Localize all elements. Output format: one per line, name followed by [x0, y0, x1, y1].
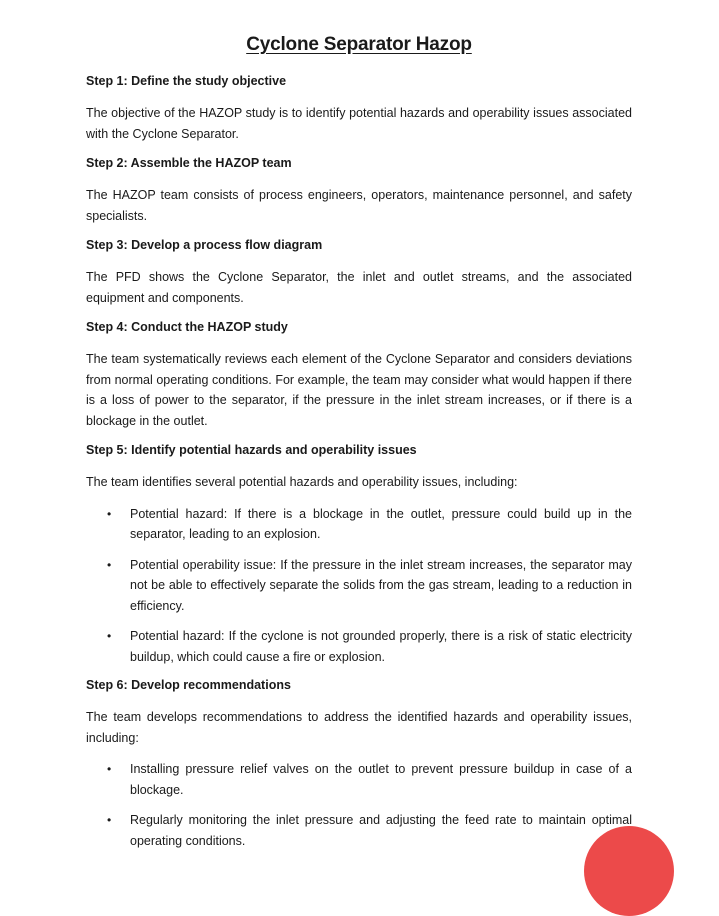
document-page: [86, 34, 632, 861]
bullet-text: Potential hazard: If the cyclone is not grounded properly, there is a risk of static electricity buildup, which could cause a fire or explosion.: [130, 629, 632, 664]
step-6-bullet-list: [86, 759, 632, 851]
bullet-icon: •: [107, 506, 112, 521]
bullet-icon: •: [107, 629, 112, 643]
bullet-text: Potential hazard: If there is a blockage in the outlet, pressure could build up in the separator, leading to an explosion.: [130, 506, 632, 541]
step-1-heading: Step 1: Define the study objective: [86, 74, 287, 88]
step-6-bullet-2: [86, 810, 632, 851]
bullet-text: Potential operability issue: If the pressure in the inlet stream increases, the separator may not be able to effectively separate the solids from the gas stream, leading to a reduction in efficiency.: [130, 557, 632, 613]
step-3-paragraph: The PFD shows the Cyclone Separator, the inlet and outlet streams, and the associated equipment and components.: [86, 270, 632, 305]
step-4-paragraph: The team systematically reviews each element of the Cyclone Separator and considers deviations from normal operating conditions. For example, the team may consider what would happen if there is a loss of power to the separator, if the pressure in the inlet stream increases, or if there is a blockage in the outlet.: [86, 352, 632, 428]
step-5-bullet-1: [86, 504, 632, 545]
step-3-heading: Step 3: Develop a process flow diagram: [86, 238, 323, 252]
bullet-text: Installing pressure relief valves on the outlet to prevent pressure buildup in case of a blockage.: [130, 762, 632, 797]
step-5-bullet-2: [86, 555, 632, 617]
bullet-text: Regularly monitoring the inlet pressure and adjusting the feed rate to maintain optimal operating conditions.: [130, 813, 632, 848]
step-5-paragraph: The team identifies several potential hazards and operability issues, including:: [86, 475, 518, 489]
step-6-heading: Step 6: Develop recommendations: [86, 678, 291, 692]
step-2-heading: Step 2: Assemble the HAZOP team: [86, 156, 292, 170]
step-4-heading: Step 4: Conduct the HAZOP study: [86, 320, 288, 334]
document-title: Cyclone Separator Hazop: [246, 34, 472, 55]
floating-action-button[interactable]: [584, 826, 674, 916]
step-2-paragraph: The HAZOP team consists of process engineers, operators, maintenance personnel, and safety specialists.: [86, 188, 632, 223]
bullet-icon: •: [107, 557, 112, 572]
bullet-icon: •: [107, 762, 112, 776]
step-5-heading: Step 5: Identify potential hazards and operability issues: [86, 443, 417, 457]
step-6-bullet-1: [86, 759, 632, 800]
step-5-bullet-list: [86, 504, 632, 668]
bullet-icon: •: [107, 813, 112, 827]
step-5-bullet-3: [86, 626, 632, 667]
step-6-paragraph: The team develops recommendations to address the identified hazards and operability issues, including:: [86, 710, 632, 745]
step-1-paragraph: The objective of the HAZOP study is to identify potential hazards and operability issues associated with the Cyclone Separator.: [86, 106, 632, 141]
